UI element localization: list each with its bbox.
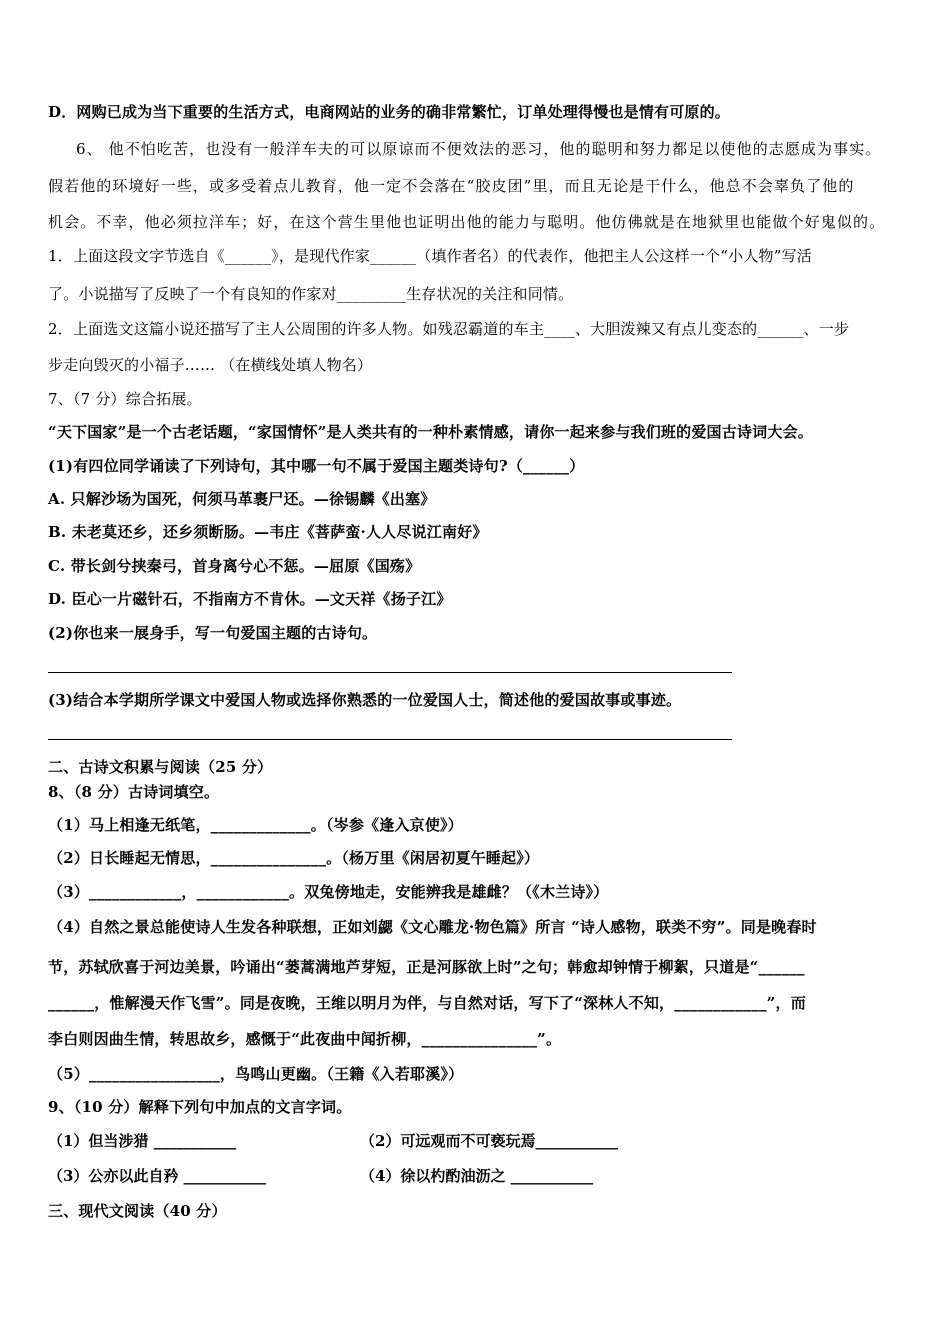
question-9-item-1: （1）但当涉猎 ___________ (48, 1132, 237, 1150)
question-7-sub-1: (1)有四位同学诵读了下列诗句，其中哪一句不属于爱国主题类诗句?（______） (48, 457, 585, 475)
question-8-heading: 8、（8 分）古诗词填空。 (48, 783, 220, 801)
question-9-item-2: （2）可远观而不可亵玩焉___________ (360, 1132, 618, 1150)
question-8-sub-4-line-1: （4）自然之景总能使诗人生发各种联想，正如刘勰《文心雕龙·物色篇》所言 “诗人感物，联类不穷”。同是晚春时 (48, 918, 817, 936)
question-8-sub-1: （1）马上相逢无纸笔，_____________。（岑参《逢入京使》） (48, 816, 463, 834)
question-8-sub-5: （5）_________________，鸟鸣山更幽。（王籍《入若耶溪》） (48, 1065, 464, 1083)
option-c: C. 带长剑兮挟秦弓，首身离兮心不惩。—屈原《国殇》 (48, 557, 421, 575)
section-2-heading: 二、古诗文积累与阅读（25 分） (48, 758, 273, 776)
question-9-item-3: （3）公亦以此自矜 ___________ (48, 1167, 267, 1185)
question-8-sub-4-line-2: 节，苏轼欣喜于河边美景，吟诵出“蒌蒿满地芦芽短，正是河豚欲上时”之句；韩愈却钟情于柳絮，只道是“______ (48, 958, 805, 976)
option-d-line: D．网购已成为当下重要的生活方式，电商网站的业务的确非常繁忙，订单处理得慢也是情有可原的。 (48, 103, 731, 121)
question-7-sub-2: (2)你也来一展身手，写一句爱国主题的古诗句。 (48, 624, 378, 642)
question-9-item-4: （4）徐以杓酌油沥之 ___________ (360, 1167, 594, 1185)
answer-line-1 (48, 672, 732, 673)
question-9-heading: 9、（10 分）解释下列句中加点的文言字词。 (48, 1098, 352, 1116)
option-d: D. 臣心一片磁针石，不指南方不肯休。—文天祥《扬子江》 (48, 590, 452, 608)
question-6-line-3: 机会。不幸，他必须拉洋车；好，在这个营生里他也证明出他的能力与聪明。他仿佛就是在地狱里也能做个好鬼似的。 (48, 213, 886, 231)
question-7-intro: “天下国家”是一个古老话题，“家国情怀”是人类共有的一种朴素情感，请你一起来参与我们班的爱国古诗词大会。 (48, 423, 813, 441)
question-6-sub-2-line-2: 步走向毁灭的小福子…… （在横线处填人物名） (48, 356, 373, 374)
question-8-sub-4-line-4: 李白则因曲生情，转思故乡，感慨于“此夜曲中闻折柳，_______________”。 (48, 1030, 562, 1048)
question-6-sub-2-line-1: 2．上面选文这篇小说还描写了主人公周围的许多人物。如残忍霸道的车主____、大胆泼辣又有点儿变态的______、一步 (48, 320, 850, 338)
question-6-line-1: 6、 他不怕吃苦，也没有一般洋车夫的可以原谅而不便效法的恶习，他的聪明和努力都足以使他的志愿成为事实。 (76, 140, 882, 158)
option-a: A. 只解沙场为国死，何须马革裹尸还。—徐锡麟《出塞》 (48, 490, 436, 508)
question-6-sub-1-line-2: 了。小说描写了反映了一个有良知的作家对_________生存状况的关注和同情。 (48, 285, 574, 303)
question-7-heading: 7、（7 分）综合拓展。 (48, 390, 202, 408)
question-8-sub-4-line-3: ______，惟解漫天作飞雪”。同是夜晚，王维以明月为伴，与自然对话，写下了“深林人不知，____________”，而 (48, 994, 806, 1012)
question-8-sub-3: （3）____________，____________。双兔傍地走，安能辨我是雄雌？（《木兰诗》） (48, 883, 609, 901)
question-6-sub-1-line-1: 1．上面这段文字节选自《______》，是现代作家______（填作者名）的代表作，他把主人公这样一个“小人物”写活 (48, 247, 812, 265)
section-3-heading: 三、现代文阅读（40 分） (48, 1202, 227, 1220)
question-6-line-2: 假若他的环境好一些，或多受着点儿教育，他一定不会落在“胶皮团”里，而且无论是干什么，他总不会辜负了他的 (48, 177, 855, 195)
option-b: B. 未老莫还乡，还乡须断肠。—韦庄《菩萨蛮·人人尽说江南好》 (48, 523, 488, 541)
answer-line-2 (48, 739, 732, 740)
question-8-sub-2: （2）日长睡起无情思，_______________。（杨万里《闲居初夏午睡起》） (48, 849, 540, 867)
question-7-sub-3: (3)结合本学期所学课文中爱国人物或选择你熟悉的一位爱国人士，简述他的爱国故事或事迹。 (48, 691, 682, 709)
